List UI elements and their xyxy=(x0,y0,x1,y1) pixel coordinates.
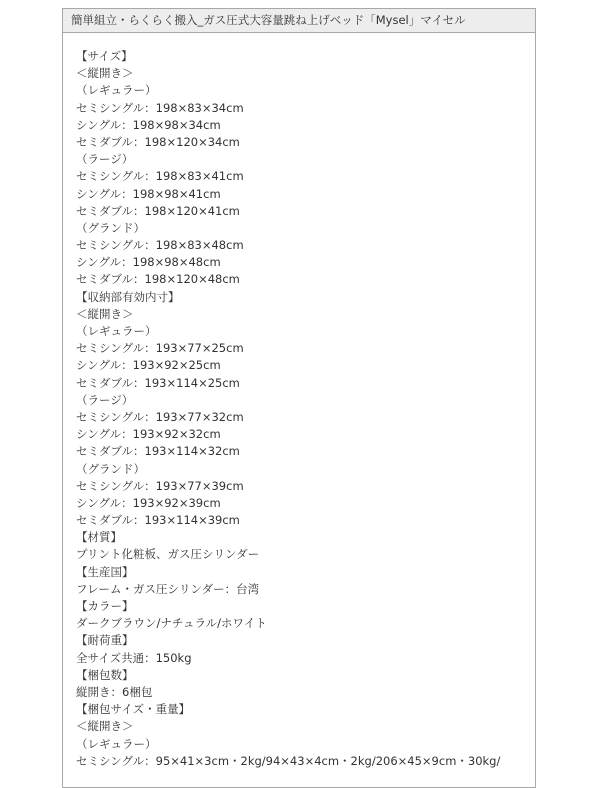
sub-heading-regular: （レギュラー） xyxy=(76,736,157,751)
sub-heading-vertical-open: ＜縦開き＞ xyxy=(76,719,134,734)
spec-line: セミシングル：193×77×32cm xyxy=(76,409,244,424)
spec-line: セミシングル：198×83×48cm xyxy=(76,238,244,253)
spec-line: シングル：193×92×25cm xyxy=(76,358,221,373)
spec-table-body xyxy=(63,33,535,770)
spec-line: セミダブル：198×120×34cm xyxy=(76,134,240,149)
sub-heading-vertical-open: ＜縦開き＞ xyxy=(76,306,134,321)
spec-line: シングル：198×98×41cm xyxy=(76,186,221,201)
spec-line: セミシングル：198×83×41cm xyxy=(76,169,244,184)
spec-line: セミシングル：193×77×39cm xyxy=(76,478,244,493)
spec-line: セミダブル：198×120×41cm xyxy=(76,203,240,218)
spec-line: フレーム・ガス圧シリンダー：台湾 xyxy=(76,581,260,596)
product-title: 簡単組立・らくらく搬入_ガス圧式大容量跳ね上げベッド「Mysel」マイセル xyxy=(71,13,466,27)
section-heading-origin: 【生産国】 xyxy=(76,564,134,579)
section-heading-load: 【耐荷重】 xyxy=(76,633,134,648)
spec-line: ダークブラウン/ナチュラル/ホワイト xyxy=(76,616,267,631)
spec-line: シングル：198×98×34cm xyxy=(76,117,221,132)
spec-line: セミシングル：198×83×34cm xyxy=(76,100,244,115)
sub-heading-large: （ラージ） xyxy=(76,392,134,407)
section-heading-material: 【材質】 xyxy=(76,530,122,545)
spec-line: 全サイズ共通：150kg xyxy=(76,650,192,665)
section-heading-package-size: 【梱包サイズ・重量】 xyxy=(76,702,191,717)
spec-line: セミダブル：193×114×39cm xyxy=(76,513,240,528)
section-heading-storage: 【収納部有効内寸】 xyxy=(76,289,180,304)
spec-line: セミダブル：198×120×48cm xyxy=(76,272,240,287)
sub-heading-regular: （レギュラー） xyxy=(76,324,157,338)
spec-line: セミシングル：95×41×3cm・2kg/94×43×4cm・2kg/206×45×9cm・30kg/ xyxy=(76,753,501,768)
spec-line: シングル：198×98×48cm xyxy=(76,255,221,270)
section-heading-color: 【カラー】 xyxy=(76,599,134,613)
spec-table xyxy=(62,8,536,788)
spec-line: セミダブル：193×114×32cm xyxy=(76,444,240,459)
sub-heading-vertical-open: ＜縦開き＞ xyxy=(76,66,134,81)
spec-line: 縦開き：6梱包 xyxy=(76,684,153,699)
section-heading-size: 【サイズ】 xyxy=(76,49,133,63)
sub-heading-regular: （レギュラー） xyxy=(76,83,157,98)
sub-heading-grand: （グランド） xyxy=(76,461,145,476)
sub-heading-large: （ラージ） xyxy=(76,152,134,167)
spec-table-header xyxy=(63,9,535,33)
spec-line: シングル：193×92×32cm xyxy=(76,427,221,442)
sub-heading-grand: （グランド） xyxy=(76,220,145,235)
spec-line: プリント化粧板、ガス圧シリンダー xyxy=(76,547,260,562)
section-heading-package-count: 【梱包数】 xyxy=(76,667,134,682)
spec-line: シングル：193×92×39cm xyxy=(76,495,221,510)
spec-line: セミシングル：193×77×25cm xyxy=(76,341,244,356)
spec-line: セミダブル：193×114×25cm xyxy=(76,375,240,390)
